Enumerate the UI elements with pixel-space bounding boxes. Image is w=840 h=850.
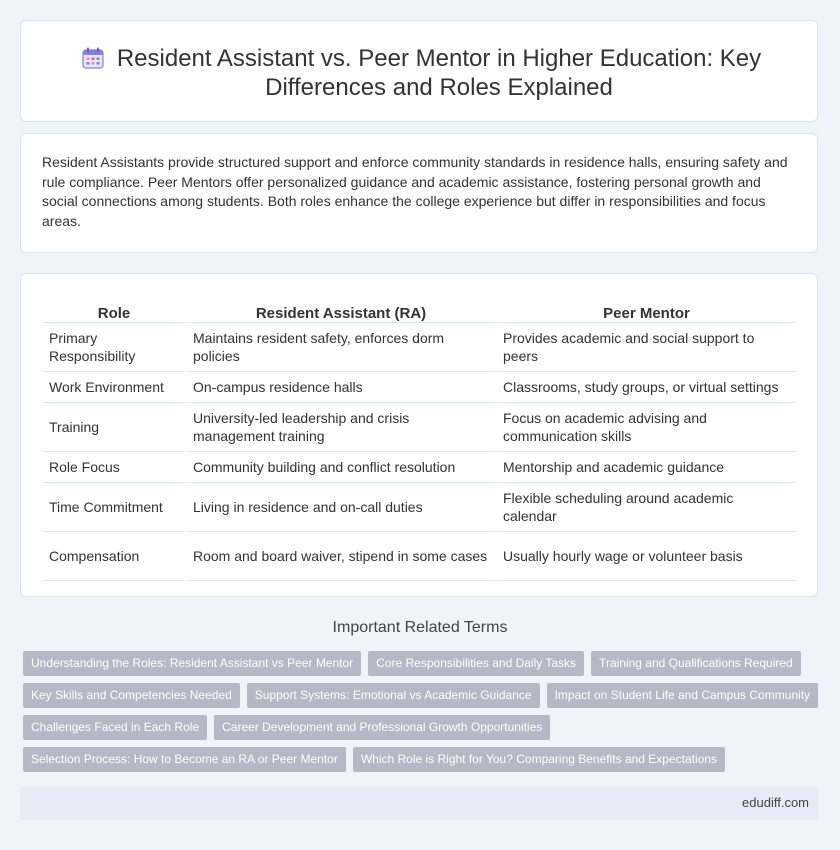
table-header-row bbox=[43, 294, 796, 323]
table-cell: Living in residence and on-call duties bbox=[187, 483, 495, 532]
tag-row bbox=[23, 715, 557, 740]
tag-row bbox=[23, 683, 825, 708]
comparison-table bbox=[41, 294, 798, 581]
column-header-ra: Resident Assistant (RA) bbox=[187, 294, 495, 323]
title-card bbox=[20, 20, 818, 122]
site-link[interactable]: edudiff.com bbox=[742, 795, 809, 810]
footer-bar bbox=[20, 786, 818, 820]
related-terms-heading: Important Related Terms bbox=[332, 619, 508, 636]
intro-paragraph: Resident Assistants provide structured support and enforce community standards in residence halls, ensuring safety and rule compliance. Peer Mentors offer personalized guidance and academic assistance, fostering personal growth and social connections among students. Both roles enhance the college experience but differ in responsibilities and focus areas. bbox=[42, 154, 788, 229]
column-header-peer-mentor: Peer Mentor bbox=[497, 294, 796, 323]
table-cell: Mentorship and academic guidance bbox=[497, 452, 796, 483]
related-term-tag[interactable]: Selection Process: How to Become an RA or Peer Mentor bbox=[23, 747, 346, 772]
table-row bbox=[43, 532, 796, 581]
table-cell: Work Environment bbox=[43, 372, 185, 403]
related-term-tag[interactable]: Career Development and Professional Growth Opportunities bbox=[214, 715, 550, 740]
page-title: Resident Assistant vs. Peer Mentor in Higher Education: Key Differences and Roles Explained bbox=[116, 45, 762, 101]
related-term-tag[interactable]: Training and Qualifications Required bbox=[591, 651, 801, 676]
table-row bbox=[43, 323, 796, 372]
table-row bbox=[43, 483, 796, 532]
table-cell: Primary Responsibility bbox=[43, 323, 185, 372]
table-cell: Focus on academic advising and communication skills bbox=[497, 403, 796, 452]
table-row bbox=[43, 452, 796, 483]
related-term-tag[interactable]: Understanding the Roles: Resident Assistant vs Peer Mentor bbox=[23, 651, 361, 676]
table-row bbox=[43, 372, 796, 403]
related-term-tag[interactable]: Challenges Faced in Each Role bbox=[23, 715, 207, 740]
tag-row bbox=[23, 747, 732, 772]
table-cell: Provides academic and social support to peers bbox=[497, 323, 796, 372]
intro-card bbox=[20, 133, 818, 253]
table-cell: Time Commitment bbox=[43, 483, 185, 532]
table-cell: Usually hourly wage or volunteer basis bbox=[497, 532, 796, 581]
table-cell: Compensation bbox=[43, 532, 185, 581]
table-cell: Role Focus bbox=[43, 452, 185, 483]
table-cell: Maintains resident safety, enforces dorm policies bbox=[187, 323, 495, 372]
related-term-tag[interactable]: Key Skills and Competencies Needed bbox=[23, 683, 240, 708]
table-cell: Training bbox=[43, 403, 185, 452]
table-cell: Classrooms, study groups, or virtual settings bbox=[497, 372, 796, 403]
table-cell: Room and board waiver, stipend in some cases bbox=[187, 532, 495, 581]
comparison-card bbox=[20, 273, 818, 597]
tag-row bbox=[23, 651, 808, 676]
related-term-tag[interactable]: Impact on Student Life and Campus Community bbox=[547, 683, 818, 708]
table-cell: University-led leadership and crisis management training bbox=[187, 403, 495, 452]
related-term-tag[interactable]: Which Role is Right for You? Comparing Benefits and Expectations bbox=[353, 747, 725, 772]
table-cell: Flexible scheduling around academic calendar bbox=[497, 483, 796, 532]
related-term-tag[interactable]: Core Responsibilities and Daily Tasks bbox=[368, 651, 584, 676]
column-header-role: Role bbox=[43, 294, 185, 323]
table-cell: Community building and conflict resolution bbox=[187, 452, 495, 483]
related-term-tag[interactable]: Support Systems: Emotional vs Academic Guidance bbox=[247, 683, 540, 708]
table-row bbox=[43, 403, 796, 452]
table-cell: On-campus residence halls bbox=[187, 372, 495, 403]
